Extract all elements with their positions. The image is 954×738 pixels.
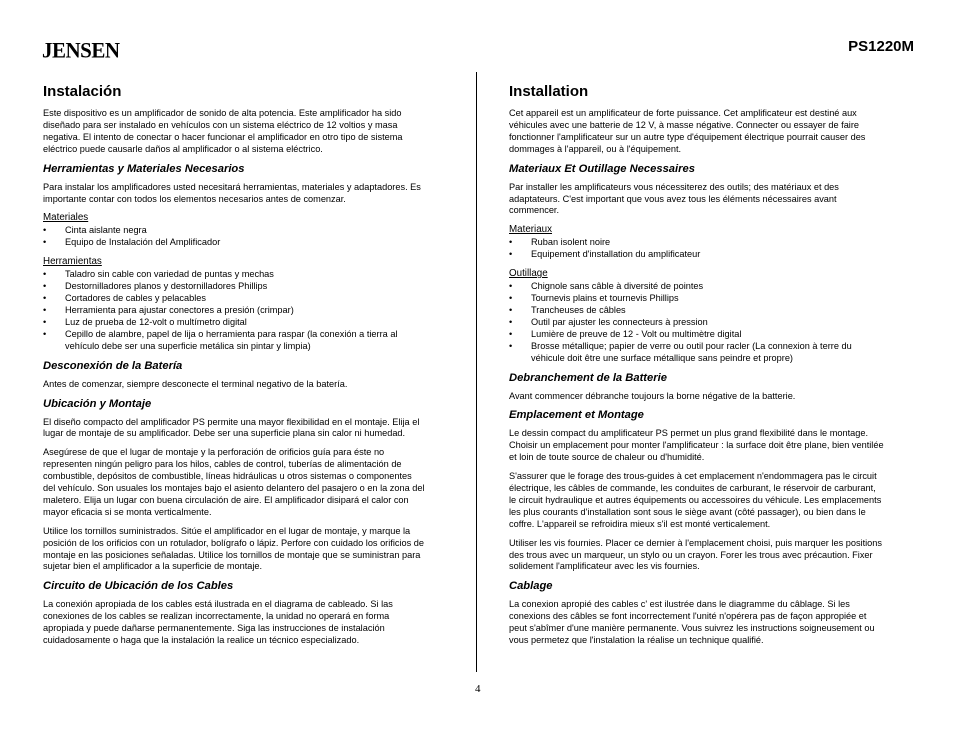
list-item: • Cinta aislante negra xyxy=(43,225,425,237)
wiring-paragraph: La conexión apropiada de los cables está ilustrada en el diagrama de cableado. Si las conexiones de los cables se realizan incorrectamente, la unidad no operará en forma apropiada y puede dañarse permanentemente. Siga las instrucciones de instalación cuidadosamente o haga que la instalación la realice un técnico especializado. xyxy=(43,599,393,646)
list-item: • Luz de prueba de 12-volt o multímetro digital xyxy=(43,317,425,329)
list-item: • Equipo de Instalación del Amplificador xyxy=(43,237,425,249)
materials-list xyxy=(43,225,425,249)
list-item: • Destornilladores planos y destornilladores Phillips xyxy=(43,281,425,293)
mount-heading: Ubicación y Montaje xyxy=(43,397,152,410)
mount-paragraph: S'assurer que le forage des trous-guides à cet emplacement n'endommagera pas le circuit électrique, les câbles de commande, les conduites de carburant, le réservoir de carburant, le circuit hydraulique et autres équipements ou accessoires du véhicule. Les emplacements les plus courants d'installation sont sous le siège avant (côté passager), ou bien dans le coffre. L'appareil se refroidira mieux s'il est monté verticalement. xyxy=(509,471,882,529)
materials-label: Materiales xyxy=(43,212,89,224)
mount-paragraph: Utiliser les vis fournies. Placer ce dernier à l'emplacement choisi, puis marquer les positions des trous avec un marqueur, un stylo ou un crayon. Forer les trous avec précaution. Fixer solidement l'amplificateur avec les vis fournies. xyxy=(509,537,882,572)
french-column xyxy=(509,83,885,654)
wiring-paragraph: La conexion apropié des cables c' est ilustrée dans le diagramme du câblage. Si les conexions des câbles se font incorrectement l'unité n'opérera pas de façon appropiée et peut s'abîmer d'une manière permanente. Vous suivrez les instructions soigneusement ou vous permetez que l'instalation la réalise un technique qualifié. xyxy=(509,599,875,646)
list-item: • Chignole sans câble à diversité de pointes xyxy=(509,281,885,293)
battery-paragraph: Antes de comenzar, siempre desconecte el terminal negativo de la batería. xyxy=(43,378,348,389)
model-number: PS1220M xyxy=(848,38,914,55)
tools-heading: Herramientas y Materiales Necesarios xyxy=(43,162,245,175)
list-item: • Cepillo de alambre, papel de lija o herramienta para raspar (la conexión a tierra al vehículo debe ser una superficie metálica sin pintar y limpia) xyxy=(43,329,425,353)
tools-paragraph: Par installer les amplificateurs vous nécessiterez des outils; des matériaux et des adaptateurs. C'est important que vous avez tous les éléments nécessaires avant commencer. xyxy=(509,181,839,216)
section-title: Instalación xyxy=(43,83,122,100)
list-item: • Outil par ajuster les connecteurs à pression xyxy=(509,317,885,329)
list-item: • Cortadores de cables y pelacables xyxy=(43,293,425,305)
spanish-column xyxy=(43,83,425,654)
materials-label: Materiaux xyxy=(509,224,553,236)
materials-list xyxy=(509,237,885,261)
list-item: • Lumière de preuve de 12 - Volt ou multimètre digital xyxy=(509,329,885,341)
battery-heading: Desconexión de la Batería xyxy=(43,359,183,372)
mount-paragraph: El diseño compacto del amplificador PS permite una mayor flexibilidad en el montaje. Elija el lugar de montaje de su amplificador. Debe ser una superficie plana sin calor ni humedad. xyxy=(43,416,420,439)
page-number: 4 xyxy=(475,683,481,695)
brand-logo: JENSEN xyxy=(42,37,120,63)
list-item: • Brosse métallique; papier de verre ou outil pour racler (La connexion à terre du véhicule doit être une surface métallique sans peindre et propre) xyxy=(509,341,885,365)
mount-paragraph: Asegúrese de que el lugar de montaje y la perforación de orificios guía para éste no representen ningún peligro para los hilos, cables de control, tuberías de alimentación de combustible, depósitos de combustible, líneas hidráulicas u otros sistemas o componentes del vehículo. Son usuales los montajes bajo el asiento delantero del pasajero o en la zona del maletero. Elija un lugar con buena circulación de aire. El amplificador disipará el calor con mayor eficacia si se monta verticalmente. xyxy=(43,447,425,517)
tools-label: Herramientas xyxy=(43,256,102,268)
intro-paragraph: Este dispositivo es un amplificador de sonido de alta potencia. Este amplificador ha sido diseñado para ser instalado en vehículos con un sistema eléctrico de 12 voltios y masa negativa. El intento de conectar o hacer funcionar el amplificador en otro tipo de sistema eléctrico puede causarle daños al amplificador o al sistema eléctrico. xyxy=(43,108,403,154)
tools-label: Outillage xyxy=(509,268,548,280)
list-item: • Equipement d'installation du amplificateur xyxy=(509,249,885,261)
wiring-heading: Circuito de Ubicación de los Cables xyxy=(43,580,234,593)
wiring-heading: Cablage xyxy=(509,580,553,593)
column-divider xyxy=(476,72,477,672)
intro-paragraph: Cet appareil est un amplificateur de forte puissance. Cet amplificateur est destiné aux véhicules avec une batterie de 12 V, à masse négative. Connecter ou essayer de faire fonctionner l'amplificateur sur un autre type d'équipement électrique pourrait causer des dommages à l'appareil, ou à l'équipement. xyxy=(509,108,866,154)
mount-paragraph: Le dessin compact du amplificateur PS permet un plus grand flexibilité dans le montage. Choisir un emplacement pour monter l'amplificateur : la surface doit être plane, bien ventilée et loin de toute source de chaleur ou d'humidité. xyxy=(509,428,884,463)
list-item: • Taladro sin cable con variedad de puntas y mechas xyxy=(43,269,425,281)
tools-paragraph: Para instalar los amplificadores usted necesitará herramientas, materiales y adaptadores. Es importante contar con todos los elementos necesarios antes de comenzar. xyxy=(43,181,421,204)
section-title: Installation xyxy=(509,83,589,100)
tools-list xyxy=(43,269,425,352)
tools-list xyxy=(509,281,885,364)
list-item: • Herramienta para ajustar conectores a presión (crimpar) xyxy=(43,305,425,317)
tools-heading: Materiaux Et Outillage Necessaires xyxy=(509,162,695,175)
mount-heading: Emplacement et Montage xyxy=(509,409,644,422)
list-item: • Tournevis plains et tournevis Phillips xyxy=(509,293,885,305)
list-item: • Ruban isolent noire xyxy=(509,237,885,249)
list-item: • Trancheuses de câbles xyxy=(509,305,885,317)
battery-paragraph: Avant commencer débranche toujours la borne négative de la batterie. xyxy=(509,390,796,401)
battery-heading: Debranchement de la Batterie xyxy=(509,371,667,384)
mount-paragraph: Utilice los tornillos suministrados. Sitúe el amplificador en el lugar de montaje, y marque la posición de los orificios con un rotulador, bolígrafo o lápiz. Perfore con cuidado los orificios de montaje en las posiciones señaladas. Utilice los tornillos de montaje que se suministran para sujetar bien el amplificador a la superficie de montaje. xyxy=(43,525,424,572)
